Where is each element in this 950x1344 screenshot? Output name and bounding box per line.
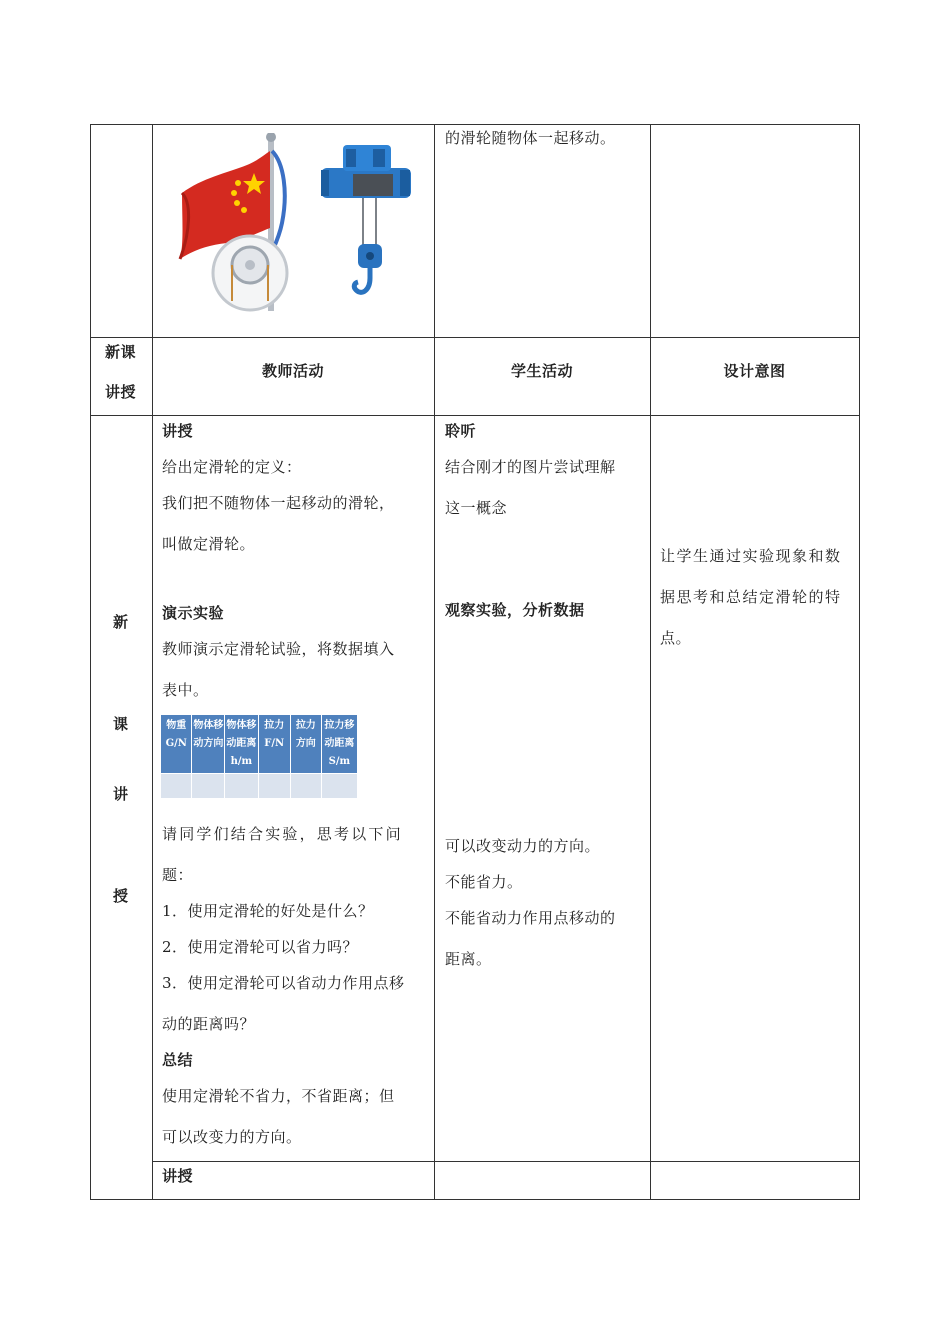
teacher-line: 给出定滑轮的定义： — [162, 458, 302, 476]
table-col-rule-2 — [434, 124, 435, 1200]
table-rule-header-top — [90, 337, 860, 338]
experiment-table-cell — [258, 774, 290, 799]
last-row-teacher-heading: 讲授 — [162, 1167, 194, 1185]
side-label-char-1: 新 — [113, 613, 129, 631]
table-rule-last-row — [152, 1161, 860, 1162]
experiment-table-cell — [225, 774, 258, 799]
teacher-line: 请同学们结合实验，思考以下问 — [162, 825, 403, 843]
experiment-table-header-cell: 物体移 动方向 — [192, 715, 225, 774]
teacher-question-3: 3．使用定滑轮可以省动力作用点移 — [162, 974, 405, 992]
student-line: 结合刚才的图片尝试理解 — [445, 458, 616, 476]
teacher-question-3-cont: 动的距离吗？ — [162, 1015, 256, 1033]
teacher-heading-demo: 演示实验 — [162, 604, 225, 622]
table-border-top — [90, 124, 860, 125]
table-col-rule-1 — [152, 124, 153, 1200]
column-header-teacher: 教师活动 — [261, 362, 324, 380]
teacher-line: 我们把不随物体一起移动的滑轮， — [162, 494, 395, 512]
student-answer-1: 可以改变动力的方向。 — [445, 837, 601, 855]
student-heading-listen: 聆听 — [445, 422, 477, 440]
experiment-table-header-cell: 拉力 方向 — [290, 715, 321, 774]
intent-line: 让学生通过实验现象和数 — [660, 547, 842, 565]
teacher-summary-line: 使用定滑轮不省力，不省距离；但 — [162, 1087, 395, 1105]
electric-hoist-image — [318, 140, 413, 305]
teacher-heading-summary: 总结 — [162, 1051, 194, 1069]
intent-line: 据思考和总结定滑轮的特 — [660, 588, 842, 606]
experiment-table-header-cell: 物体移 动距离 h/m — [225, 715, 258, 774]
column-header-intent: 设计意图 — [723, 362, 786, 380]
experiment-table-cell — [321, 774, 357, 799]
experiment-data-table — [160, 714, 358, 799]
teacher-question-1: 1．使用定滑轮的好处是什么？ — [162, 902, 374, 920]
student-line: 这一概念 — [445, 499, 508, 517]
experiment-table-cell — [161, 774, 192, 799]
table-col-rule-3 — [650, 124, 651, 1200]
side-label-char-2: 课 — [113, 715, 129, 733]
teacher-line: 叫做定滑轮。 — [162, 535, 256, 553]
teacher-question-2: 2．使用定滑轮可以省力吗？ — [162, 938, 359, 956]
side-label-char-4: 授 — [113, 887, 129, 905]
student-answer-3: 不能省动力作用点移动的 — [445, 909, 616, 927]
student-answer-3-cont: 距离。 — [445, 950, 492, 968]
teacher-line: 教师演示定滑轮试验，将数据填入 — [162, 640, 395, 658]
column-header-student: 学生活动 — [510, 362, 573, 380]
flag-pulley-image — [172, 133, 297, 313]
experiment-table-header-row — [161, 715, 358, 774]
student-answer-2: 不能省力。 — [445, 873, 523, 891]
teacher-summary-line: 可以改变力的方向。 — [162, 1128, 302, 1146]
intent-line: 点。 — [660, 629, 692, 647]
student-top-text: 的滑轮随物体一起移动。 — [445, 129, 616, 147]
section-label-line-2: 讲授 — [105, 383, 137, 401]
experiment-table-empty-row — [161, 774, 358, 799]
table-border-left — [90, 124, 91, 1200]
experiment-table-cell — [290, 774, 321, 799]
section-label-line-1: 新课 — [105, 343, 137, 361]
teacher-heading-lecture: 讲授 — [162, 422, 194, 440]
experiment-table-header-cell: 拉力 F/N — [258, 715, 290, 774]
side-label-char-3: 讲 — [113, 785, 129, 803]
experiment-table-header-cell: 拉力移 动距离 S/m — [321, 715, 357, 774]
experiment-table-header-cell: 物重 G/N — [161, 715, 192, 774]
teacher-line: 表中。 — [162, 681, 209, 699]
table-border-right — [859, 124, 860, 1200]
teacher-line: 题： — [162, 866, 194, 884]
student-heading-observe: 观察实验，分析数据 — [445, 601, 585, 619]
table-rule-header-bottom — [90, 415, 860, 416]
table-border-bottom — [90, 1199, 860, 1200]
experiment-table-cell — [192, 774, 225, 799]
